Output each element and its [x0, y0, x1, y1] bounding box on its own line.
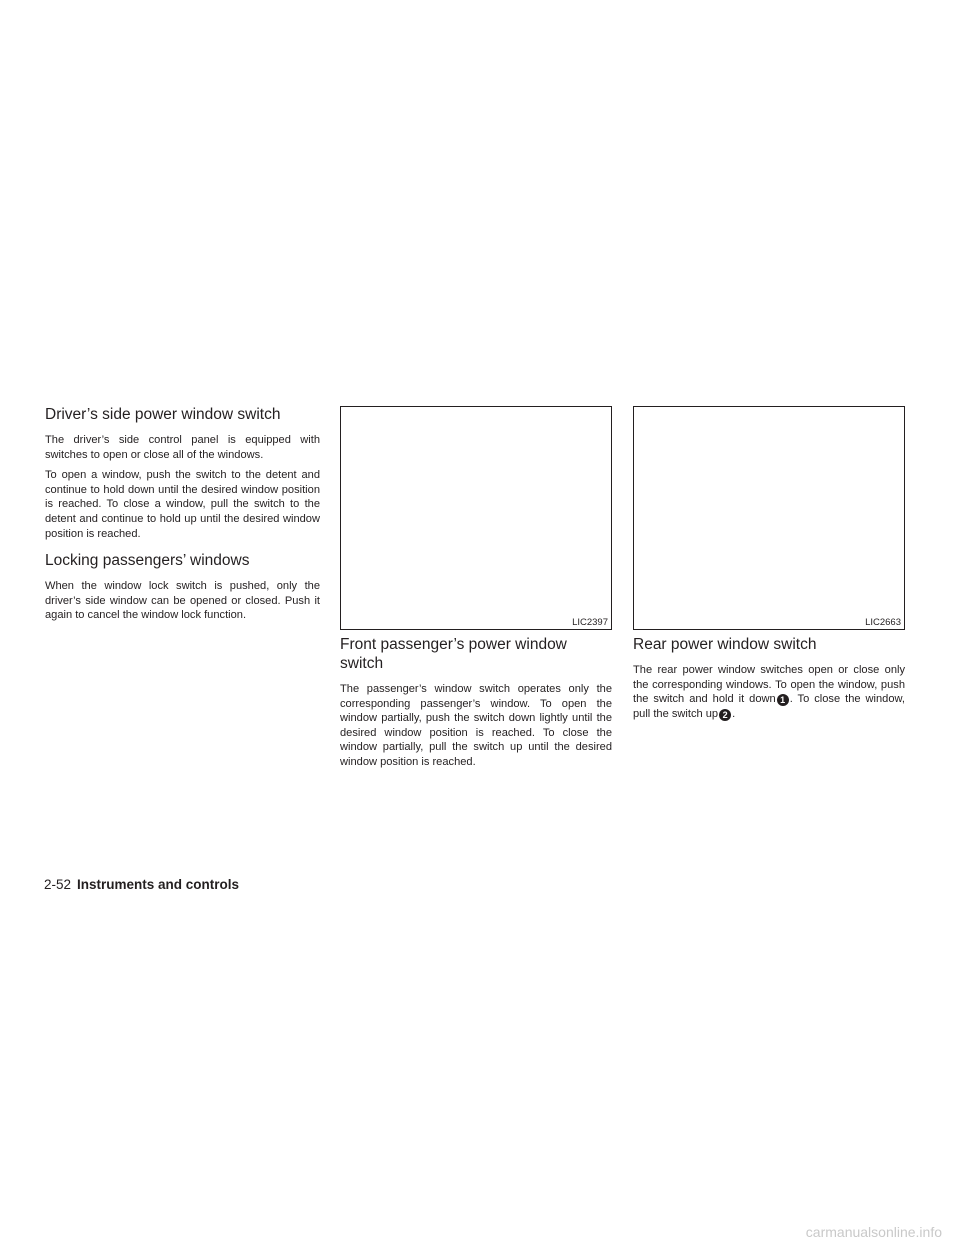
paragraph-window-lock: When the window lock switch is pushed, only the driver’s side window can be opened or closed. Push it again to cancel the window lock function.	[45, 580, 320, 622]
paragraph-rear-switch-part2: . To close the window, pull the switch up	[633, 693, 905, 720]
heading-front-passenger-switch: Front passenger’s power window switch	[340, 636, 567, 672]
callout-marker-1: 1	[777, 694, 789, 706]
paragraph-open-close-window: To open a window, push the switch to the detent and continue to hold down until the desired window position is reached. To close a window, pull the switch to the detent and continue to hold up until the desired window position is reached.	[45, 469, 320, 540]
paragraph-passenger-switch: The passenger’s window switch operates only the corresponding passenger’s window. To open the window partially, push the switch down lightly until the desired window position is reached. To close the window partially, pull the switch up until the desired window position is reached.	[340, 683, 612, 768]
paragraph-control-panel: The driver’s side control panel is equipped with switches to open or close all of the windows.	[45, 434, 320, 461]
page-footer	[44, 877, 239, 892]
figure-code-lic2397: LIC2397	[572, 617, 608, 628]
heading-locking-windows: Locking passengers’ windows	[45, 552, 250, 570]
column-right	[633, 635, 905, 727]
paragraph-rear-switch-part1: The rear power window switches open or close only the corresponding windows. To open the window, push the switch and hold it down	[633, 664, 905, 706]
heading-drivers-side-switch: Driver’s side power window switch	[45, 406, 281, 423]
callout-marker-2: 2	[719, 709, 731, 721]
chapter-title: Instruments and controls	[77, 877, 240, 892]
heading-rear-window-switch: Rear power window switch	[633, 636, 817, 653]
watermark-text: carmanualsonline.info	[805, 1224, 942, 1240]
paragraph-rear-switch	[633, 663, 905, 721]
column-left	[45, 405, 320, 629]
column-middle	[340, 635, 612, 776]
figure-rear-window-switch	[633, 406, 905, 630]
figure-code-lic2663: LIC2663	[865, 617, 901, 628]
paragraph-rear-switch-part3: .	[732, 707, 736, 720]
figure-front-passenger-switch	[340, 406, 612, 630]
page-number: 2-52	[44, 877, 72, 892]
